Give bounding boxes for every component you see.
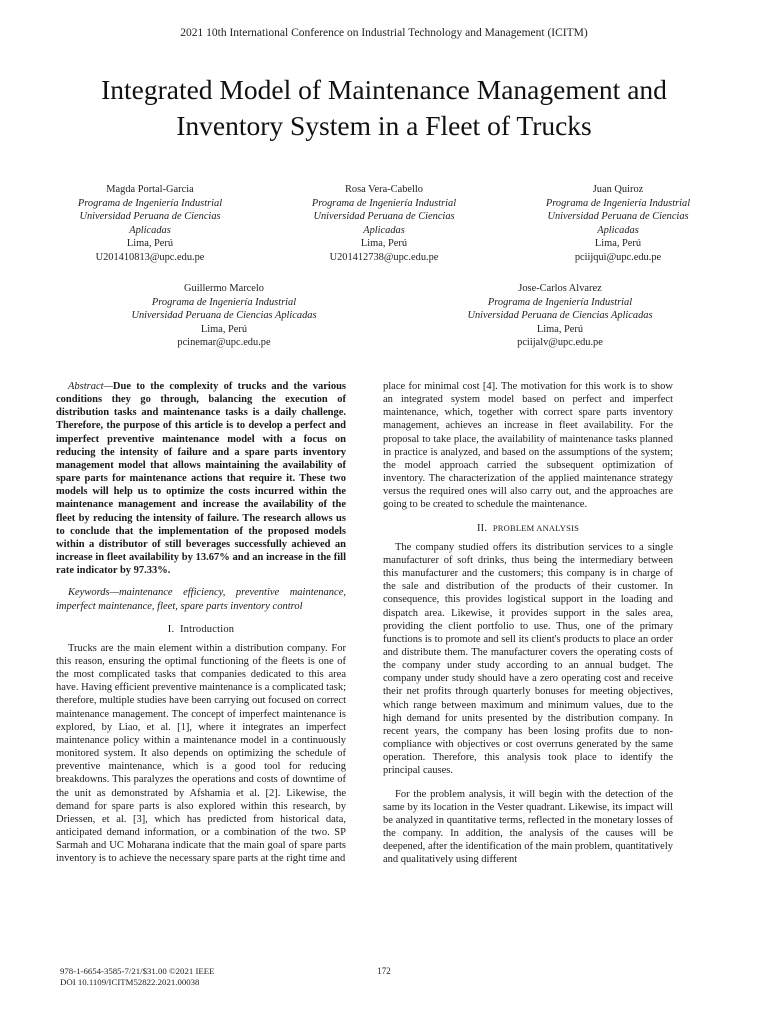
- keywords: Keywords—maintenance efficiency, preventive maintenance, imperfect maintenance, fleet, spare parts inventory control: [56, 587, 346, 612]
- page-number: 172: [377, 966, 391, 976]
- author-email: pciijqui@upc.edu.pe: [574, 251, 662, 263]
- section-number: I.: [167, 623, 175, 635]
- author-name: Guillermo Marcelo: [184, 283, 264, 294]
- paper-title: [40, 72, 728, 144]
- author-email: pciijalv@upc.edu.pe: [517, 337, 603, 349]
- author-dept: Programa de Ingeniería Industrial: [77, 197, 223, 209]
- section-number: II.: [476, 522, 488, 534]
- author-name: Juan Quiroz: [592, 184, 644, 195]
- author-dept: Programa de Ingeniería Industrial: [487, 296, 633, 308]
- abstract-lead: Abstract—: [68, 381, 113, 392]
- author-univ: Universidad Peruana de Ciencias: [547, 211, 689, 223]
- right-column: [383, 380, 673, 866]
- author-name: Jose-Carlos Alvarez: [518, 283, 602, 294]
- author-univ-cont: Aplicadas: [363, 224, 405, 236]
- section-title: Introduction: [179, 623, 235, 635]
- title-line-2: Inventory System in a Fleet of Trucks: [176, 110, 592, 141]
- title-line-1: Integrated Model of Maintenance Management and: [101, 74, 667, 105]
- author-block-2: [284, 183, 484, 265]
- author-univ: Universidad Peruana de Ciencias Aplicadas: [467, 310, 653, 322]
- doi-line: DOI 10.1109/ICITM52822.2021.00038: [60, 977, 200, 987]
- author-city: Lima, Perú: [200, 323, 248, 335]
- conference-header: 2021 10th International Conference on Industrial Technology and Management (ICITM): [180, 27, 588, 39]
- author-name: Rosa Vera-Cabello: [344, 184, 423, 195]
- author-name: Magda Portal-Garcia: [106, 184, 194, 195]
- author-block-3: [518, 183, 718, 265]
- author-block-1: [50, 183, 250, 265]
- introduction-continuation: place for minimal cost [4]. The motivation for this work is to show an integrated system model based on perfect and imperfect maintenance, which, together with correct spare parts inventory management, achieves an increase in fleet availability. For the proposal to take place, the availability of maintenance tasks planned in practice is analyzed, and based on the assumptions of the system; the model approach carried the subsequent optimization of inventory. The characterization of the applied maintenance strategy versus the required ones will also carry out, and the approaches are going to be created to schedule the maintenance.: [383, 381, 673, 511]
- section-title: PROBLEM ANALYSIS: [492, 522, 580, 533]
- author-email: pcinemar@upc.edu.pe: [177, 337, 271, 349]
- author-univ-cont: Aplicadas: [597, 224, 639, 236]
- isbn-line: 978-1-6654-3585-7/21/$31.00 ©2021 IEEE: [60, 966, 215, 976]
- author-univ: Universidad Peruana de Ciencias Aplicadas: [131, 310, 317, 322]
- problem-analysis-paragraph-1: The company studied offers its distribution services to a single manufacturer of soft drinks, thus being the intermediary between this manufacturer and the customers; this company is in charge of the sale and distribution of the products of their customer. In consequence, this provides logistical support in the loading and dispatch area. Likewise, it provides support in the sales area, providing the client portfolio to use. Thus, one of the primary functions is to promote and sell its client's products to place an order and distribute them. The manufacturer covers the operating costs of the company under study according to an annual budget. The company under study should have a zero operating cost and receive their net profits through quarterly bonuses for meeting objectives, which range between maximum and minimum values, due to the high demand for units presented by the distribution company. In recent years, the company has been losing profits due to non-compliance with objectives or cost overruns generated by the same operation. Therefore, this analysis took place to identify the principal causes.: [383, 541, 673, 777]
- author-email: U201412738@upc.edu.pe: [329, 251, 439, 263]
- left-column: [56, 380, 346, 865]
- author-dept: Programa de Ingeniería Industrial: [545, 197, 691, 209]
- author-univ: Universidad Peruana de Ciencias: [313, 211, 455, 223]
- author-email: U201410813@upc.edu.pe: [95, 251, 205, 263]
- introduction-paragraph: Trucks are the main element within a distribution company. For this reason, ensuring the optimal functioning of the fleets is one of the most complicated tasks that companies dedicated to this area have. Having efficient preventive maintenance is a complicated task; therefore, multiple studies have been carrying out focused on correct maintenance management. The concept of imperfect maintenance is explored, by Liao, et al. [1], where it integrates an imperfect maintenance policy within a maintenance model in a continuously monitored system. It also depends on optimizing the schedule of preventive maintenance, which is a good tool for reducing breakdowns. This paralyzes the operations and costs of downtime of the unit as demonstrated by Afshamia et al. [2]. Likewise, the demand for spare parts is also explored within this research, by Driessen, et al. [3], which has predicted from historical data, anticipated demand information, or a combination of the two. SP Sarmah and UC Moharana indicate that the main goal of spare parts inventory is to achieve the necessary spare parts at the right time and: [56, 642, 346, 865]
- author-city: Lima, Perú: [126, 238, 174, 250]
- abstract-text: Due to the complexity of trucks and the various conditions they go through, balancing the execution of distribution tasks and maintenance tasks is a daily challenge. Therefore, the purpose of this article is to develop a perfect and imperfect preventive maintenance model with a focus on reducing the intensity of failure and a spare parts inventory management model that allows maintaining the availability of spare parts for maintenance actions that require it. These two models will help us to optimize the costs incurred within the maintenance management and increase the availability of the fleet by reducing the intensity of failure. The research allows us to conclude that the implementation of the proposed models within a distributor of still beverages successfully achieved an increase in fleet availability by 13.67% and an increase in the fill rate indicator by 97.33%.: [56, 381, 346, 577]
- section-heading-introduction: [56, 623, 346, 636]
- author-block-5: [430, 282, 690, 350]
- section-heading-problem-analysis: [383, 522, 673, 535]
- author-city: Lima, Perú: [536, 323, 584, 335]
- problem-analysis-paragraph-2: For the problem analysis, it will begin with the detection of the same by its location in the Vester quadrant. Likewise, its impact will be analyzed in quantitative terms, reflected in the monetary losses of the company. In addition, the analysis of the causes will be deepened, after the identification of the main problem, quantitatively and qualitatively using different: [383, 788, 673, 866]
- author-dept: Programa de Ingeniería Industrial: [151, 296, 297, 308]
- author-city: Lima, Perú: [360, 238, 408, 250]
- author-univ: Universidad Peruana de Ciencias: [79, 211, 221, 223]
- author-univ-cont: Aplicadas: [129, 224, 171, 236]
- author-dept: Programa de Ingeniería Industrial: [311, 197, 457, 209]
- author-city: Lima, Perú: [594, 238, 642, 250]
- author-block-4: [94, 282, 354, 350]
- abstract: [56, 380, 346, 577]
